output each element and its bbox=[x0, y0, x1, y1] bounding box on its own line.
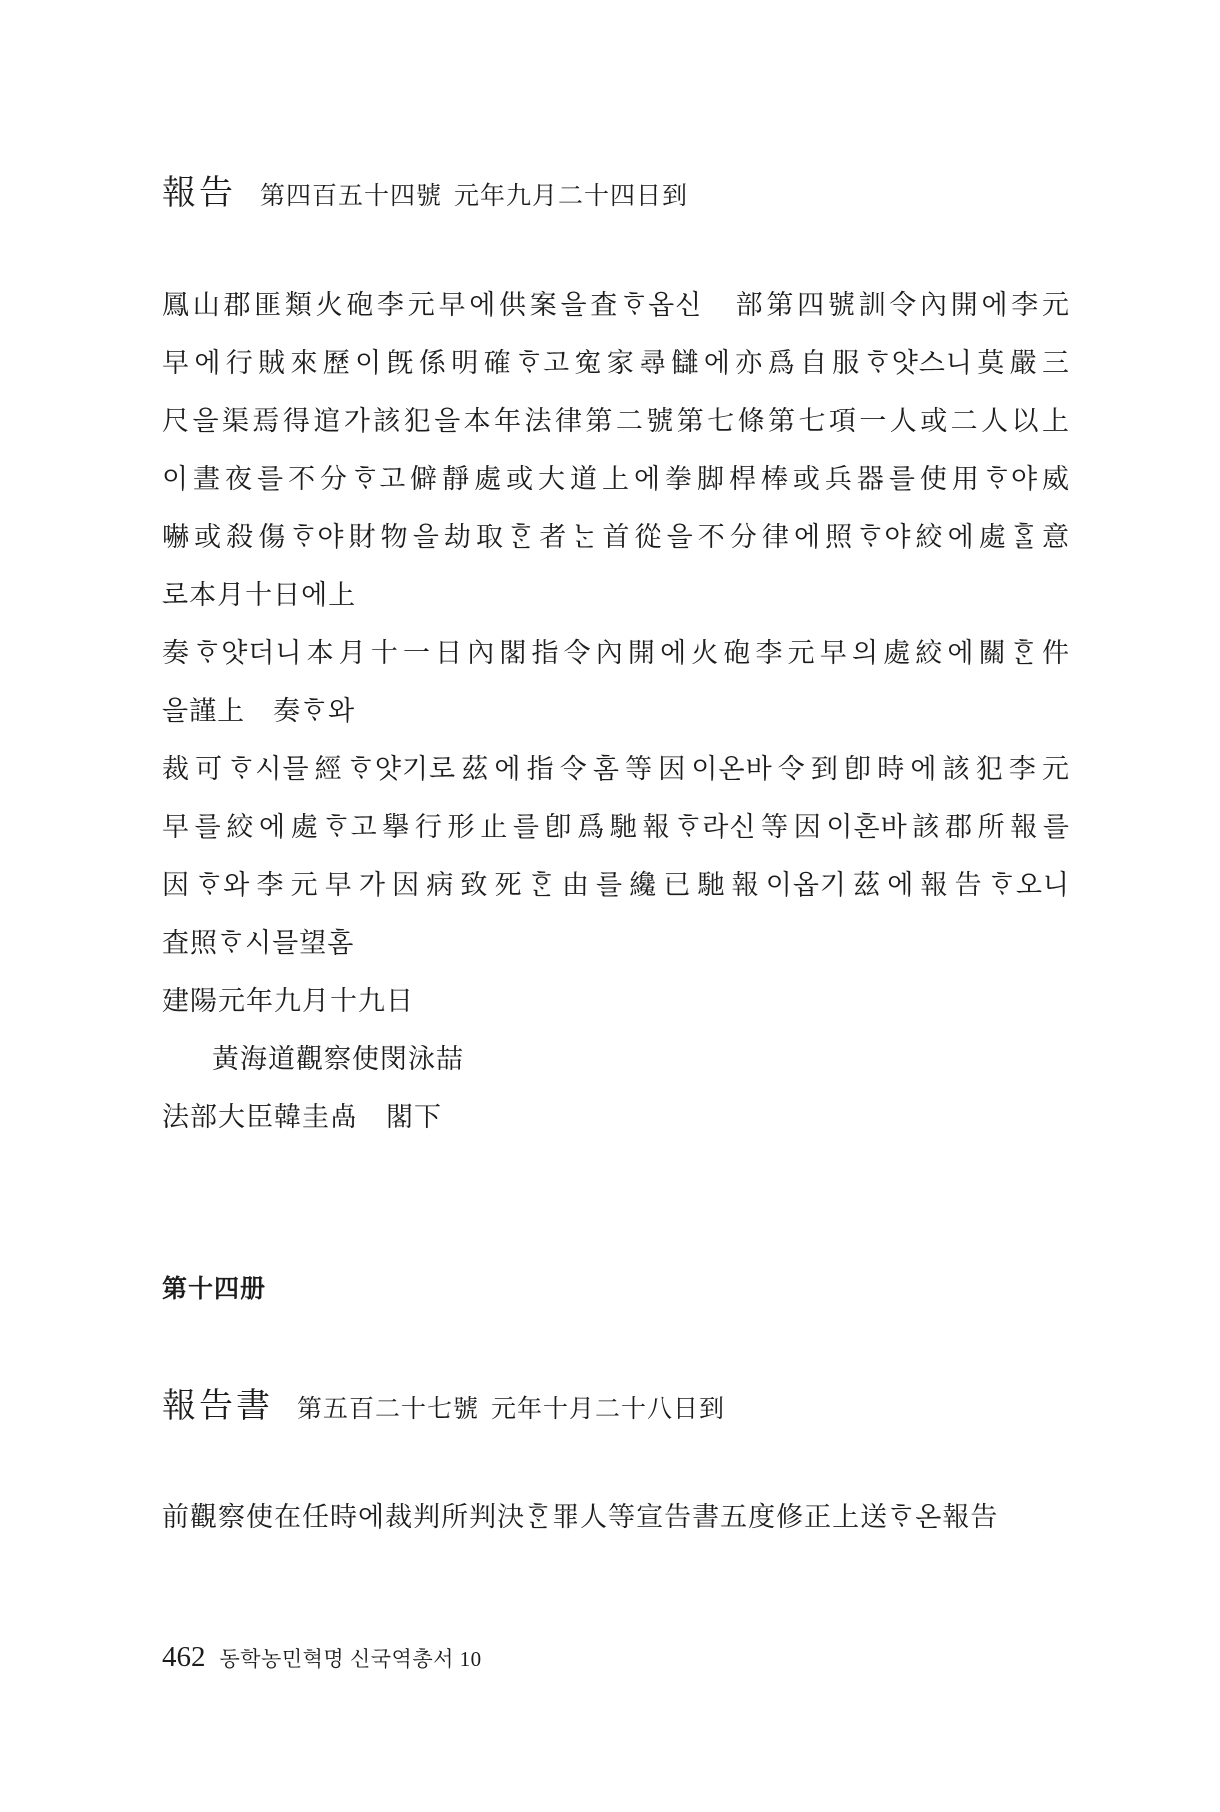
body-line: 裁可ᄒᆞ시믈經ᄒᆞ얏기로茲에指令홈等因이온바令到卽時에該犯李元 bbox=[162, 754, 1070, 784]
report-527-body-line: 前觀察使在任時에裁判所判決ᄒᆞᆫ罪人等宣告書五度修正上送ᄒᆞ온報告 bbox=[162, 1502, 999, 1532]
volume-heading: 第十四册 bbox=[162, 1276, 267, 1303]
issue-date-line: 建陽元年九月十九日 bbox=[162, 986, 414, 1016]
report-454-arrival-date: 元年九月二十四日到 bbox=[454, 183, 689, 210]
recipient-line: 法部大臣韓圭卨 閣下 bbox=[162, 1102, 442, 1132]
page-footer bbox=[162, 1643, 482, 1672]
report-454-doc-number: 第四百五十四號 bbox=[260, 183, 443, 210]
body-line: 尺을渠焉得逭가該犯을本年法律第二號第七條第七項一人或二人以上 bbox=[162, 406, 1070, 436]
body-line: 鳳山郡匪類火砲李元早에供案을査ᄒᆞ옵신 部第四號訓令內開에李元 bbox=[162, 290, 1070, 320]
body-line: 을謹上 奏ᄒᆞ와 bbox=[162, 696, 356, 726]
sender-line: 黃海道觀察使閔泳喆 bbox=[212, 1044, 464, 1074]
body-line: 査照ᄒᆞ시믈望홈 bbox=[162, 928, 355, 958]
page-number: 462 bbox=[162, 1641, 206, 1673]
body-line: 早를絞에處ᄒᆞ고擧行形止를卽爲馳報ᄒᆞ라신等因이혼바該郡所報를 bbox=[162, 812, 1070, 842]
report-527-title: 報告書 bbox=[162, 1388, 273, 1425]
report-527-doc-number: 第五百二十七號 bbox=[297, 1396, 480, 1423]
body-line: 로本月十日에上 bbox=[162, 580, 357, 610]
series-title: 동학농민혁명 신국역총서 10 bbox=[219, 1647, 482, 1671]
body-line: 嚇或殺傷ᄒᆞ야財物을劫取ᄒᆞᆫ者ᄂᆞᆫ首從을不分律에照ᄒᆞ야絞에處ᄒᆞᆯ意 bbox=[162, 522, 1070, 552]
body-line: 奏ᄒᆞ얏더니本月十一日內閣指令內開에火砲李元早의處絞에關ᄒᆞᆫ件 bbox=[162, 638, 1070, 668]
report-527-title-row bbox=[162, 1390, 725, 1424]
body-line: 因ᄒᆞ와李元早가因病致死ᄒᆞᆫ由를纔已馳報이옵기茲에報告ᄒᆞ오니 bbox=[162, 870, 1070, 900]
body-line: 이晝夜를不分ᄒᆞ고僻靜處或大道上에拳脚桿棒或兵器를使用ᄒᆞ야威 bbox=[162, 464, 1070, 494]
report-454-title-row bbox=[162, 177, 688, 211]
report-527-arrival-date: 元年十月二十八日到 bbox=[491, 1396, 726, 1423]
body-line: 早에行賊來歷이旣係明確ᄒᆞ고寃家尋讎에亦爲自服ᄒᆞ얏스니莫嚴三 bbox=[162, 348, 1070, 378]
report-454-title: 報告 bbox=[162, 175, 236, 212]
report-454-body bbox=[162, 276, 1070, 1146]
